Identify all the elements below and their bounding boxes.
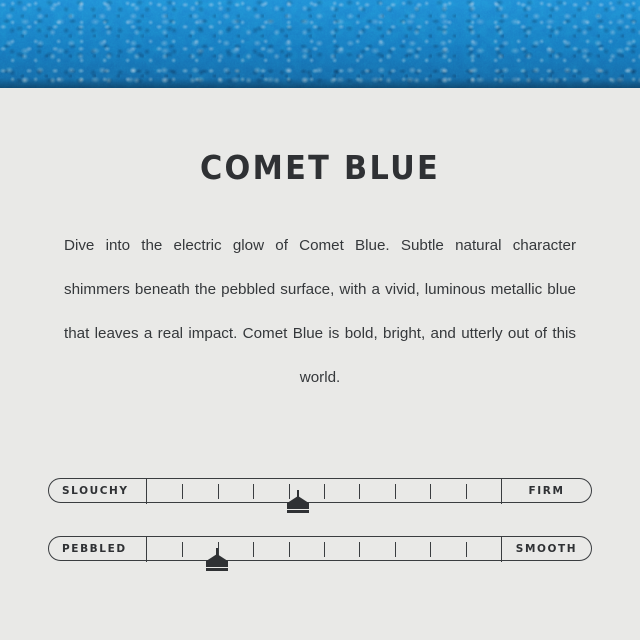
leather-texture-swatch (0, 0, 640, 88)
tick-mark (466, 484, 467, 499)
tick-mark (324, 484, 325, 499)
tick-mark (395, 484, 396, 499)
slider-left-label: PEBBLED (49, 537, 147, 562)
slider-marker-texture[interactable] (206, 548, 228, 572)
banner-bottom-shadow (0, 78, 640, 88)
tick-mark (395, 542, 396, 557)
tick-mark (182, 484, 183, 499)
slider-right-label: FIRM (501, 479, 591, 504)
marker-body (287, 496, 309, 509)
product-description: Dive into the electric glow of Comet Blue. Subtle natural character shimmers beneath the pebbled surface, with a vivid, luminous metallic blue that leaves a real impact. Comet Blue is bold, bright, and utterly out of this world. (64, 237, 576, 386)
marker-base (206, 568, 228, 571)
tick-mark (218, 484, 219, 499)
tick-mark (289, 542, 290, 557)
marker-base (287, 510, 309, 513)
slider-right-label: SMOOTH (501, 537, 591, 562)
slider-firmness[interactable] (48, 478, 592, 514)
marker-body (206, 554, 228, 567)
tick-mark (430, 484, 431, 499)
leather-grain-pattern (0, 0, 640, 88)
slider-ticks (147, 479, 501, 504)
tick-mark (182, 542, 183, 557)
slider-marker-firmness[interactable] (287, 490, 309, 514)
tick-mark (253, 484, 254, 499)
slider-texture[interactable] (48, 536, 592, 572)
slider-track[interactable] (48, 536, 592, 561)
slider-left-label: SLOUCHY (49, 479, 147, 504)
slider-track[interactable] (48, 478, 592, 503)
slider-ticks (147, 537, 501, 562)
tick-mark (430, 542, 431, 557)
tick-mark (324, 542, 325, 557)
page-title: COMET BLUE (199, 148, 441, 187)
attribute-sliders (48, 478, 592, 594)
tick-mark (359, 484, 360, 499)
tick-mark (359, 542, 360, 557)
tick-mark (466, 542, 467, 557)
tick-mark (253, 542, 254, 557)
